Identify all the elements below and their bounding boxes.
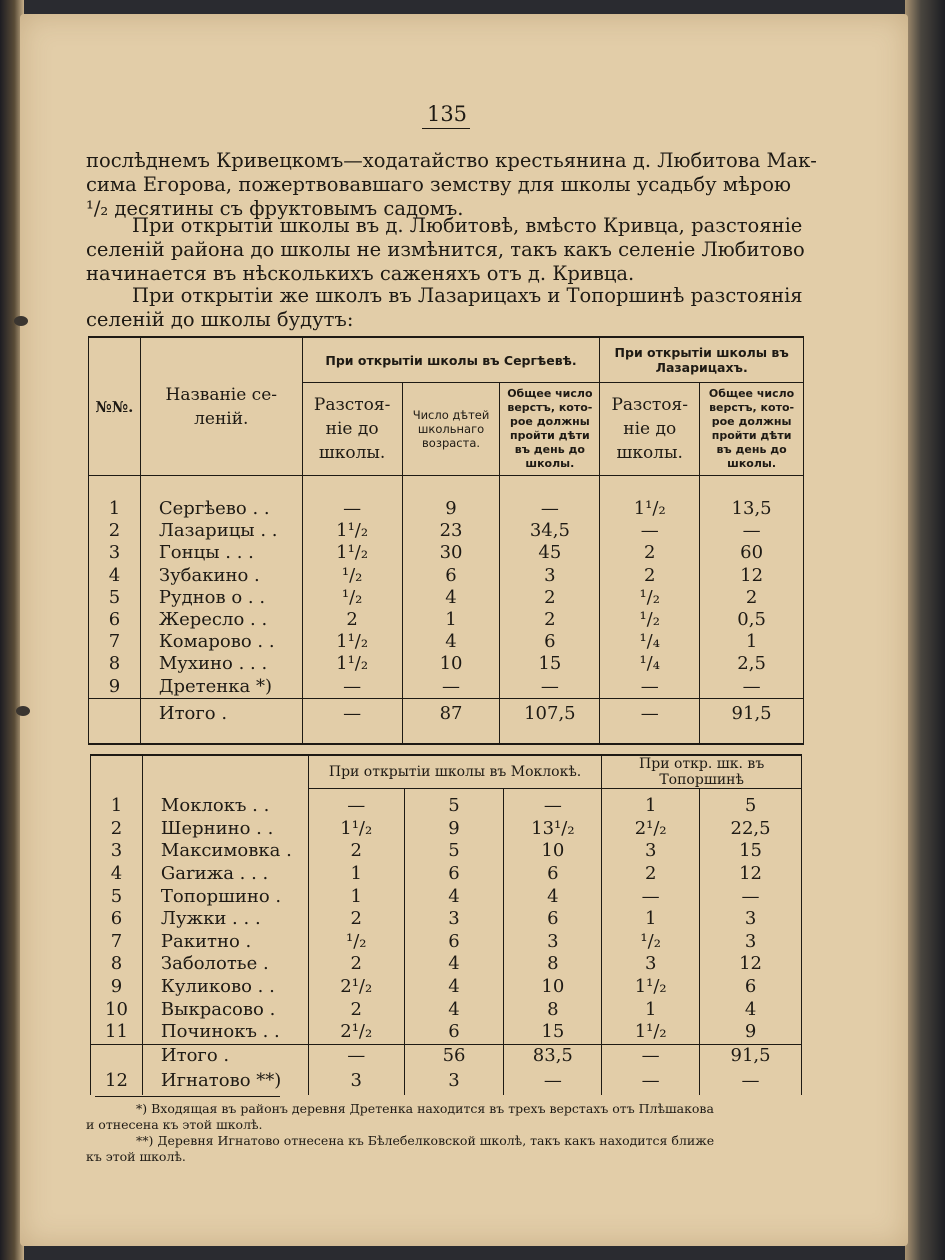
cell-distance: 2 xyxy=(308,998,404,1021)
cell-children: 3 xyxy=(404,908,504,931)
cell-number: 2 xyxy=(91,818,143,841)
cell-distance: 2¹/₂ xyxy=(308,1021,404,1044)
cell-distance-2: ¹/₂ xyxy=(600,609,700,631)
cell-total-versts-2: 12 xyxy=(700,953,802,976)
cell-distance-2: 1 xyxy=(602,998,700,1021)
footnote-rule xyxy=(95,1096,280,1097)
cell-village: Куликово . . xyxy=(142,976,308,999)
cell-children: 6 xyxy=(404,863,504,886)
cell-children: 56 xyxy=(404,1044,504,1067)
cell-total-versts-2: 15 xyxy=(700,840,802,863)
cell-total-versts-2: 5 xyxy=(700,789,802,818)
cell-village: Garижа . . . xyxy=(142,863,308,886)
cell-total-versts-2: 60 xyxy=(700,542,804,564)
cell-distance: 2 xyxy=(308,908,404,931)
cell-total-versts: 83,5 xyxy=(504,1044,602,1067)
cell-distance-2: — xyxy=(600,698,700,744)
table-row xyxy=(91,1067,802,1095)
cell-number xyxy=(91,1044,143,1067)
cell-total-versts-2: 9 xyxy=(700,1021,802,1044)
cell-total-versts-2: 4 xyxy=(700,998,802,1021)
cell-village: Комарово . . xyxy=(140,631,302,653)
cell-total-versts: 6 xyxy=(500,631,600,653)
text-line: послѣднемъ Кривецкомъ—ходатайство крестьянина д. Любитова Мак- xyxy=(86,149,817,172)
cell-village: Гонцы . . . xyxy=(140,542,302,564)
cell-number: 7 xyxy=(89,631,141,653)
table-row xyxy=(91,931,802,954)
group-header-sergeevo: При открытіи школы въ Сергѣевѣ. xyxy=(302,337,600,383)
cell-children: 87 xyxy=(402,698,500,744)
binding-hole xyxy=(14,316,28,326)
table-row xyxy=(91,1021,802,1044)
group-header-moklok: При открытіи школы въ Моклокѣ. xyxy=(308,755,601,789)
cell-children: 6 xyxy=(404,931,504,954)
cell-total-versts: 13¹/₂ xyxy=(504,818,602,841)
cell-children: 4 xyxy=(404,885,504,908)
cell-number: 4 xyxy=(91,863,143,886)
cell-children: — xyxy=(402,676,500,699)
cell-distance-2: 2 xyxy=(602,863,700,886)
table-row xyxy=(89,565,804,587)
cell-distance: — xyxy=(302,698,402,744)
cell-distance: — xyxy=(308,789,404,818)
cell-distance: 1¹/₂ xyxy=(302,542,402,564)
cell-distance-2: 2¹/₂ xyxy=(602,818,700,841)
cell-children: 6 xyxy=(402,565,500,587)
cell-distance: — xyxy=(308,1044,404,1067)
cell-number: 10 xyxy=(91,998,143,1021)
cell-total-versts: 34,5 xyxy=(500,520,600,542)
table-row xyxy=(91,789,802,818)
cell-number: 5 xyxy=(91,885,143,908)
cell-children: 4 xyxy=(404,976,504,999)
cell-total-versts-2: 3 xyxy=(700,908,802,931)
cell-total-versts: 6 xyxy=(504,908,602,931)
cell-distance-2: — xyxy=(602,1067,700,1095)
cell-distance-2: 3 xyxy=(602,840,700,863)
cell-children: 30 xyxy=(402,542,500,564)
cell-village: Лужки . . . xyxy=(142,908,308,931)
table-row xyxy=(89,476,804,521)
table-row xyxy=(89,631,804,653)
cell-total-versts-2: 13,5 xyxy=(700,476,804,521)
table-row xyxy=(91,953,802,976)
header-blank xyxy=(142,755,308,789)
cell-total-versts: 3 xyxy=(504,931,602,954)
cell-number: 8 xyxy=(89,653,141,675)
cell-children: 4 xyxy=(404,953,504,976)
cell-distance: 2 xyxy=(308,840,404,863)
cell-total-versts: 2 xyxy=(500,609,600,631)
cell-number: 12 xyxy=(91,1067,143,1095)
cell-distance-2: — xyxy=(602,1044,700,1067)
cell-distance-2: — xyxy=(600,676,700,699)
distance-table-mokloki-toporshino xyxy=(90,754,802,1095)
cell-children: 4 xyxy=(402,631,500,653)
cell-total-versts-2: — xyxy=(700,520,804,542)
cell-number: 9 xyxy=(91,976,143,999)
cell-distance-2: 1¹/₂ xyxy=(602,1021,700,1044)
text-line: селеній района до школы не измѣнится, такъ какъ селеніе Любитово xyxy=(86,238,805,261)
header-blank xyxy=(91,755,143,789)
binding-hole xyxy=(16,706,30,716)
cell-total-versts-2: 1 xyxy=(700,631,804,653)
cell-distance-2: ¹/₂ xyxy=(602,931,700,954)
cell-children: 9 xyxy=(402,476,500,521)
cell-village: Сергѣево . . xyxy=(140,476,302,521)
cell-village: Итого . xyxy=(142,1044,308,1067)
cell-village: Игнатово **) xyxy=(142,1067,308,1095)
table-row xyxy=(89,609,804,631)
page-number: 135 xyxy=(426,102,468,126)
text-line: сима Егорова, пожертвовавшаго земству для школы усадьбу мѣрою xyxy=(86,173,791,196)
cell-distance: 2 xyxy=(308,953,404,976)
cell-number: 5 xyxy=(89,587,141,609)
cell-children: 6 xyxy=(404,1021,504,1044)
cell-distance: ¹/₂ xyxy=(302,587,402,609)
cell-total-versts-2: 2,5 xyxy=(700,653,804,675)
cell-distance: 1¹/₂ xyxy=(302,653,402,675)
paragraph-2 xyxy=(86,214,805,286)
cell-total-versts: 8 xyxy=(504,998,602,1021)
cell-distance-2: 3 xyxy=(602,953,700,976)
footnote-2 xyxy=(86,1133,814,1165)
column-header-distance: Разстоя- ніе до школы. xyxy=(302,383,402,476)
cell-distance-2: ¹/₂ xyxy=(600,587,700,609)
cell-distance-2: ¹/₄ xyxy=(600,631,700,653)
cell-distance: 2 xyxy=(302,609,402,631)
cell-total-versts: — xyxy=(500,676,600,699)
cell-total-versts: 15 xyxy=(500,653,600,675)
cell-village: Максимовка . xyxy=(142,840,308,863)
cell-distance: 1 xyxy=(308,863,404,886)
cell-number: 8 xyxy=(91,953,143,976)
cell-number: 2 xyxy=(89,520,141,542)
cell-total-versts-2: 91,5 xyxy=(700,1044,802,1067)
cell-distance: 1 xyxy=(308,885,404,908)
column-header-number: №№. xyxy=(89,337,141,476)
table-row xyxy=(91,818,802,841)
footnote-line: **) Деревня Игнатово отнесена къ Бѣлебелковской школѣ, такъ какъ находится ближе xyxy=(136,1133,715,1148)
cell-total-versts: 15 xyxy=(504,1021,602,1044)
cell-village: Топоршино . xyxy=(142,885,308,908)
cell-number: 3 xyxy=(89,542,141,564)
group-header-lazaritsy: При открытіи школы въ Лазарицахъ. xyxy=(600,337,804,383)
cell-total-versts-2: 3 xyxy=(700,931,802,954)
cell-total-versts-2: 22,5 xyxy=(700,818,802,841)
cell-total-versts-2: 12 xyxy=(700,565,804,587)
table-row xyxy=(89,653,804,675)
footnote-line: и отнесена къ этой школѣ. xyxy=(86,1117,263,1132)
table-row xyxy=(89,676,804,699)
table-row xyxy=(89,587,804,609)
cell-distance: — xyxy=(302,676,402,699)
footnote-line: къ этой школѣ. xyxy=(86,1149,186,1164)
table-row xyxy=(91,885,802,908)
cell-children: 1 xyxy=(402,609,500,631)
cell-children: 9 xyxy=(404,818,504,841)
cell-total-versts-2: 6 xyxy=(700,976,802,999)
column-header-total-versts: Общее число верстъ, кото- рое должны пройти дѣти въ день до школы. xyxy=(700,383,804,476)
cell-distance-2: 2 xyxy=(600,565,700,587)
cell-village: Руднов о . . xyxy=(140,587,302,609)
cell-number: 6 xyxy=(89,609,141,631)
text-line: начинается въ нѣсколькихъ саженяхъ отъ д. Кривца. xyxy=(86,262,635,285)
cell-number xyxy=(89,698,141,744)
cell-children: 10 xyxy=(402,653,500,675)
cell-number: 9 xyxy=(89,676,141,699)
cell-distance-2: — xyxy=(602,885,700,908)
cell-total-versts: 8 xyxy=(504,953,602,976)
cell-total-versts: 2 xyxy=(500,587,600,609)
cell-distance-2: 1 xyxy=(602,789,700,818)
cell-village: Дретенка *) xyxy=(140,676,302,699)
text-line: При открытіи школы въ д. Любитовѣ, вмѣсто Кривца, разстояніе xyxy=(132,214,803,237)
table-row xyxy=(91,908,802,931)
text-line: При открытіи же школъ въ Лазарицахъ и Топоршинѣ разстоянія xyxy=(132,284,803,307)
cell-village: Моклокъ . . xyxy=(142,789,308,818)
cell-total-versts-2: 2 xyxy=(700,587,804,609)
cell-distance: ¹/₂ xyxy=(308,931,404,954)
cell-distance-2: 1¹/₂ xyxy=(602,976,700,999)
cell-total-versts-2: — xyxy=(700,1067,802,1095)
cell-total-versts: 3 xyxy=(500,565,600,587)
paragraph-1 xyxy=(86,149,817,221)
cell-distance: — xyxy=(302,476,402,521)
cell-total-versts-2: 0,5 xyxy=(700,609,804,631)
cell-total-versts: 10 xyxy=(504,840,602,863)
group-header-toporshino: При откр. шк. въ Топоршинѣ xyxy=(602,755,802,789)
cell-total-versts: 107,5 xyxy=(500,698,600,744)
cell-distance: ¹/₂ xyxy=(302,565,402,587)
cell-village: Починокъ . . xyxy=(142,1021,308,1044)
cell-total-versts: 10 xyxy=(504,976,602,999)
cell-distance-2: — xyxy=(600,520,700,542)
column-header-village-name: Названіе се- леній. xyxy=(140,337,302,476)
cell-children: 5 xyxy=(404,840,504,863)
cell-number: 1 xyxy=(89,476,141,521)
page-number-underline xyxy=(422,128,470,129)
table-row xyxy=(91,976,802,999)
cell-number: 6 xyxy=(91,908,143,931)
cell-total-versts: 45 xyxy=(500,542,600,564)
cell-total-versts: — xyxy=(500,476,600,521)
cell-village: Итого . xyxy=(140,698,302,744)
table-row xyxy=(91,998,802,1021)
cell-village: Зубакино . xyxy=(140,565,302,587)
text-line: ¹/₂ десятины съ фруктовымъ садомъ. xyxy=(86,197,464,220)
paragraph-3 xyxy=(86,284,802,332)
column-header-total-versts: Общее число верстъ, кото- рое должны пройти дѣти въ день до школы. xyxy=(500,383,600,476)
cell-number: 1 xyxy=(91,789,143,818)
cell-village: Шернино . . xyxy=(142,818,308,841)
cell-village: Жересло . . xyxy=(140,609,302,631)
cell-village: Мухино . . . xyxy=(140,653,302,675)
cell-village: Заболотье . xyxy=(142,953,308,976)
cell-distance: 1¹/₂ xyxy=(308,818,404,841)
table-row xyxy=(89,698,804,744)
cell-number: 11 xyxy=(91,1021,143,1044)
cell-children: 4 xyxy=(404,998,504,1021)
table-row xyxy=(91,863,802,886)
cell-distance: 2¹/₂ xyxy=(308,976,404,999)
cell-village: Лазарицы . . xyxy=(140,520,302,542)
table-row xyxy=(89,520,804,542)
table-row xyxy=(89,542,804,564)
cell-total-versts: 6 xyxy=(504,863,602,886)
footnote-line: *) Входящая въ районъ деревня Дретенка находится въ трехъ верстахъ отъ Плѣшакова xyxy=(136,1101,714,1116)
cell-distance: 1¹/₂ xyxy=(302,631,402,653)
cell-distance: 1¹/₂ xyxy=(302,520,402,542)
cell-number: 4 xyxy=(89,565,141,587)
cell-distance-2: 1¹/₂ xyxy=(600,476,700,521)
text-line: селеній до школы будутъ: xyxy=(86,308,354,331)
cell-distance: 3 xyxy=(308,1067,404,1095)
cell-children: 4 xyxy=(402,587,500,609)
cell-total-versts: 4 xyxy=(504,885,602,908)
cell-distance-2: 2 xyxy=(600,542,700,564)
cell-total-versts-2: — xyxy=(700,676,804,699)
cell-total-versts: — xyxy=(504,1067,602,1095)
cell-total-versts-2: 91,5 xyxy=(700,698,804,744)
cell-total-versts-2: 12 xyxy=(700,863,802,886)
distance-table-sergeevo-lazaritsy xyxy=(88,336,804,745)
cell-distance-2: ¹/₄ xyxy=(600,653,700,675)
cell-distance-2: 1 xyxy=(602,908,700,931)
cell-number: 7 xyxy=(91,931,143,954)
cell-village: Выкрасово . xyxy=(142,998,308,1021)
cell-village: Ракитно . xyxy=(142,931,308,954)
book-page-edges xyxy=(905,0,945,1260)
cell-total-versts: — xyxy=(504,789,602,818)
cell-children: 5 xyxy=(404,789,504,818)
column-header-distance: Разстоя- ніе до школы. xyxy=(600,383,700,476)
table-row xyxy=(91,840,802,863)
footnote-1 xyxy=(86,1101,814,1133)
cell-children: 23 xyxy=(402,520,500,542)
cell-children: 3 xyxy=(404,1067,504,1095)
column-header-children: Число дѣтей школьнаго возраста. xyxy=(402,383,500,476)
cell-total-versts-2: — xyxy=(700,885,802,908)
cell-number: 3 xyxy=(91,840,143,863)
table-row xyxy=(91,1044,802,1067)
